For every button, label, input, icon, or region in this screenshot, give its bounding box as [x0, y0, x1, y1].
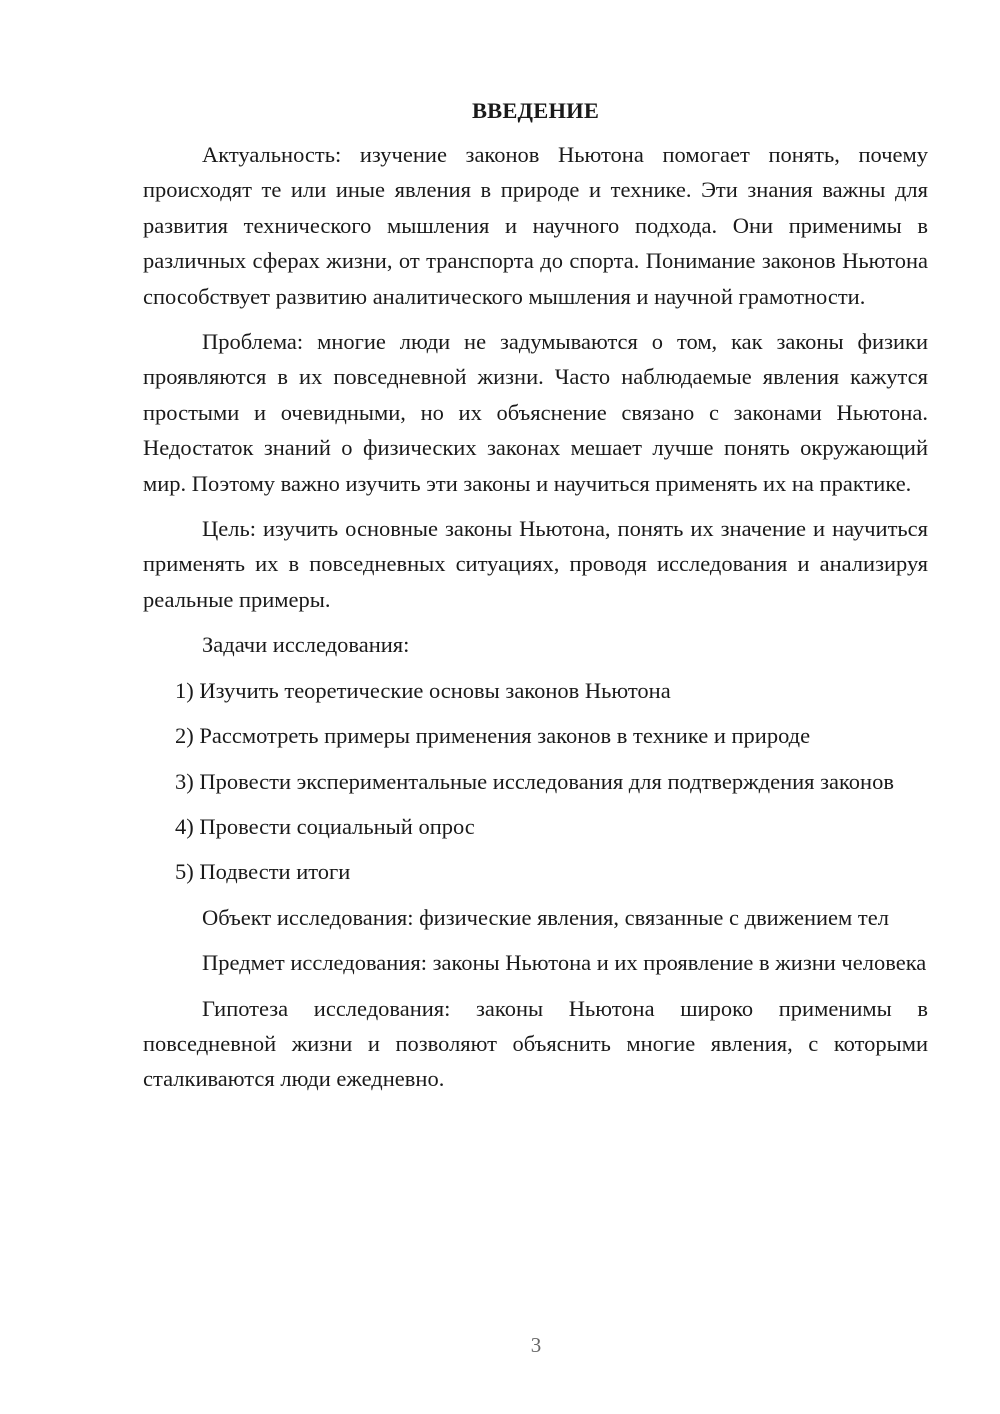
list-item: 5) Подвести итоги	[175, 859, 351, 885]
list-item: 3) Провести экспериментальные исследования для подтверждения законов	[175, 768, 894, 794]
page-number: 3	[530, 1333, 542, 1357]
paragraph-hypothesis: Гипотеза исследования: законы Ньютона широко применимы в повседневной жизни и позволяют объяснить многие явления, с которыми сталкиваются люди ежедневно.	[143, 995, 928, 1092]
list-item: 4) Провести социальный опрос	[175, 813, 475, 839]
list-item: 1) Изучить теоретические основы законов Ньютона	[175, 677, 671, 703]
document-page	[143, 96, 928, 1107]
paragraph-problem: Проблема: многие люди не задумываются о том, как законы физики проявляются в их повседневной жизни. Часто наблюдаемые явления кажутся простыми и очевидными, но их объяснение связано с законами Ньютона. Недостаток знаний о физических законах мешает лучше понять окружающий мир. Поэтому важно изучить эти законы и научиться применять их на практике.	[143, 329, 928, 496]
tasks-heading: Задачи исследования:	[202, 632, 410, 658]
list-item: 2) Рассмотреть примеры применения законов в технике и природе	[175, 723, 811, 749]
page-title: ВВЕДЕНИЕ	[471, 98, 600, 123]
paragraph-object: Объект исследования: физические явления, связанные с движением тел	[202, 904, 889, 930]
paragraph-relevance: Актуальность: изучение законов Ньютона помогает понять, почему происходят те или иные явления в природе и технике. Эти знания важны для развития технического мышления и научного подхода. Они применимы в различных сферах жизни, от транспорта до спорта. Понимание законов Ньютона способствует развитию аналитического мышления и научной грамотности.	[143, 142, 928, 309]
tasks-list	[143, 673, 928, 890]
paragraph-subject: Предмет исследования: законы Ньютона и их проявление в жизни человека	[202, 950, 927, 976]
paragraph-goal: Цель: изучить основные законы Ньютона, понять их значение и научиться применять их в повседневных ситуациях, проводя исследования и анализируя реальные примеры.	[143, 516, 928, 612]
